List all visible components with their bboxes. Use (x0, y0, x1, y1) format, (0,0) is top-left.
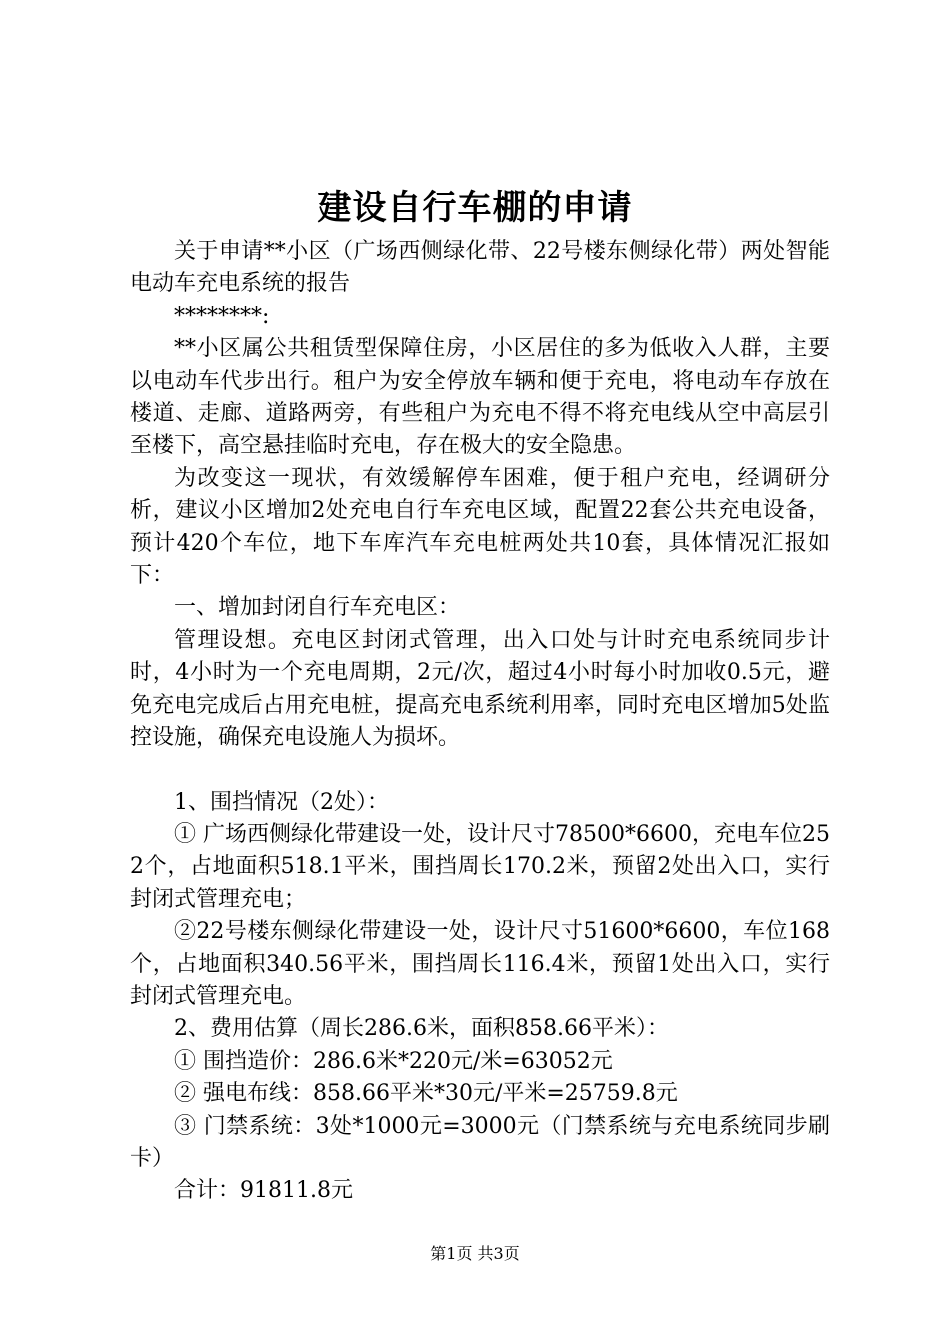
subheading-cost-estimate: 2、费用估算（周长286.6米，面积858.66平米）： (174, 1016, 669, 1042)
paragraph-report-subject: 关于申请**小区（广场西侧绿化带、22号楼东侧绿化带）两处智能电动车充电系统的报告 (130, 239, 830, 297)
cost-item-access-control: ③ 门禁系统：3处*1000元=3000元（门禁系统与充电系统同步刷卡） (130, 1113, 830, 1171)
document-body (130, 236, 830, 1208)
paragraph-salutation: ********: (174, 303, 270, 329)
subheading-enclosure: 1、围挡情况（2处）： (174, 789, 389, 815)
section-heading-charging-area: 一、增加封闭自行车充电区： (174, 595, 461, 621)
paragraph-background: **小区属公共租赁型保障住房，小区居住的多为低收入人群，主要以电动车代步出行。租户为安全停放车辆和便于充电，将电动车存放在楼道、走廊、道路两旁，有些租户为充电不得不将充电线从空中高层引至楼下，高空悬挂临时充电，存在极大的安全隐患。 (130, 336, 830, 459)
page-number-footer: 第1页 共3页 (430, 1244, 520, 1263)
cost-total: 合计：91811.8元 (174, 1178, 353, 1204)
cost-item-fence: ① 围挡造价：286.6米*220元/米=63052元 (174, 1048, 613, 1074)
paragraph-proposal: 为改变这一现状，有效缓解停车困难，便于租户充电，经调研分析，建议小区增加2处充电自行车充电区域，配置22套公共充电设备，预计420个车位，地下车库汽车充电桩两处共10套，具体情况汇报如下： (130, 465, 830, 589)
paragraph-management: 管理设想。充电区封闭式管理，出入口处与计时充电系统同步计时，4小时为一个充电周期，2元/次，超过4小时每小时加收0.5元，避免充电完成后占用充电桩，提高充电系统利用率，同时充电区增加5处监控设施，确保充电设施人为损坏。 (130, 627, 830, 751)
document-title: 建设自行车棚的申请 (317, 188, 633, 228)
cost-item-wiring: ② 强电布线：858.66平米*30元/平米=25759.8元 (174, 1081, 678, 1107)
paragraph-enclosure-east: ②22号楼东侧绿化带建设一处，设计尺寸51600*6600，车位168个，占地面积340.56平米，围挡周长116.4米，预留1处出入口，实行封闭式管理充电。 (130, 919, 830, 1009)
paragraph-enclosure-west: ① 广场西侧绿化带建设一处，设计尺寸78500*6600，充电车位252个，占地面积518.1平米，围挡周长170.2米，预留2处出入口，实行封闭式管理充电； (130, 821, 830, 912)
